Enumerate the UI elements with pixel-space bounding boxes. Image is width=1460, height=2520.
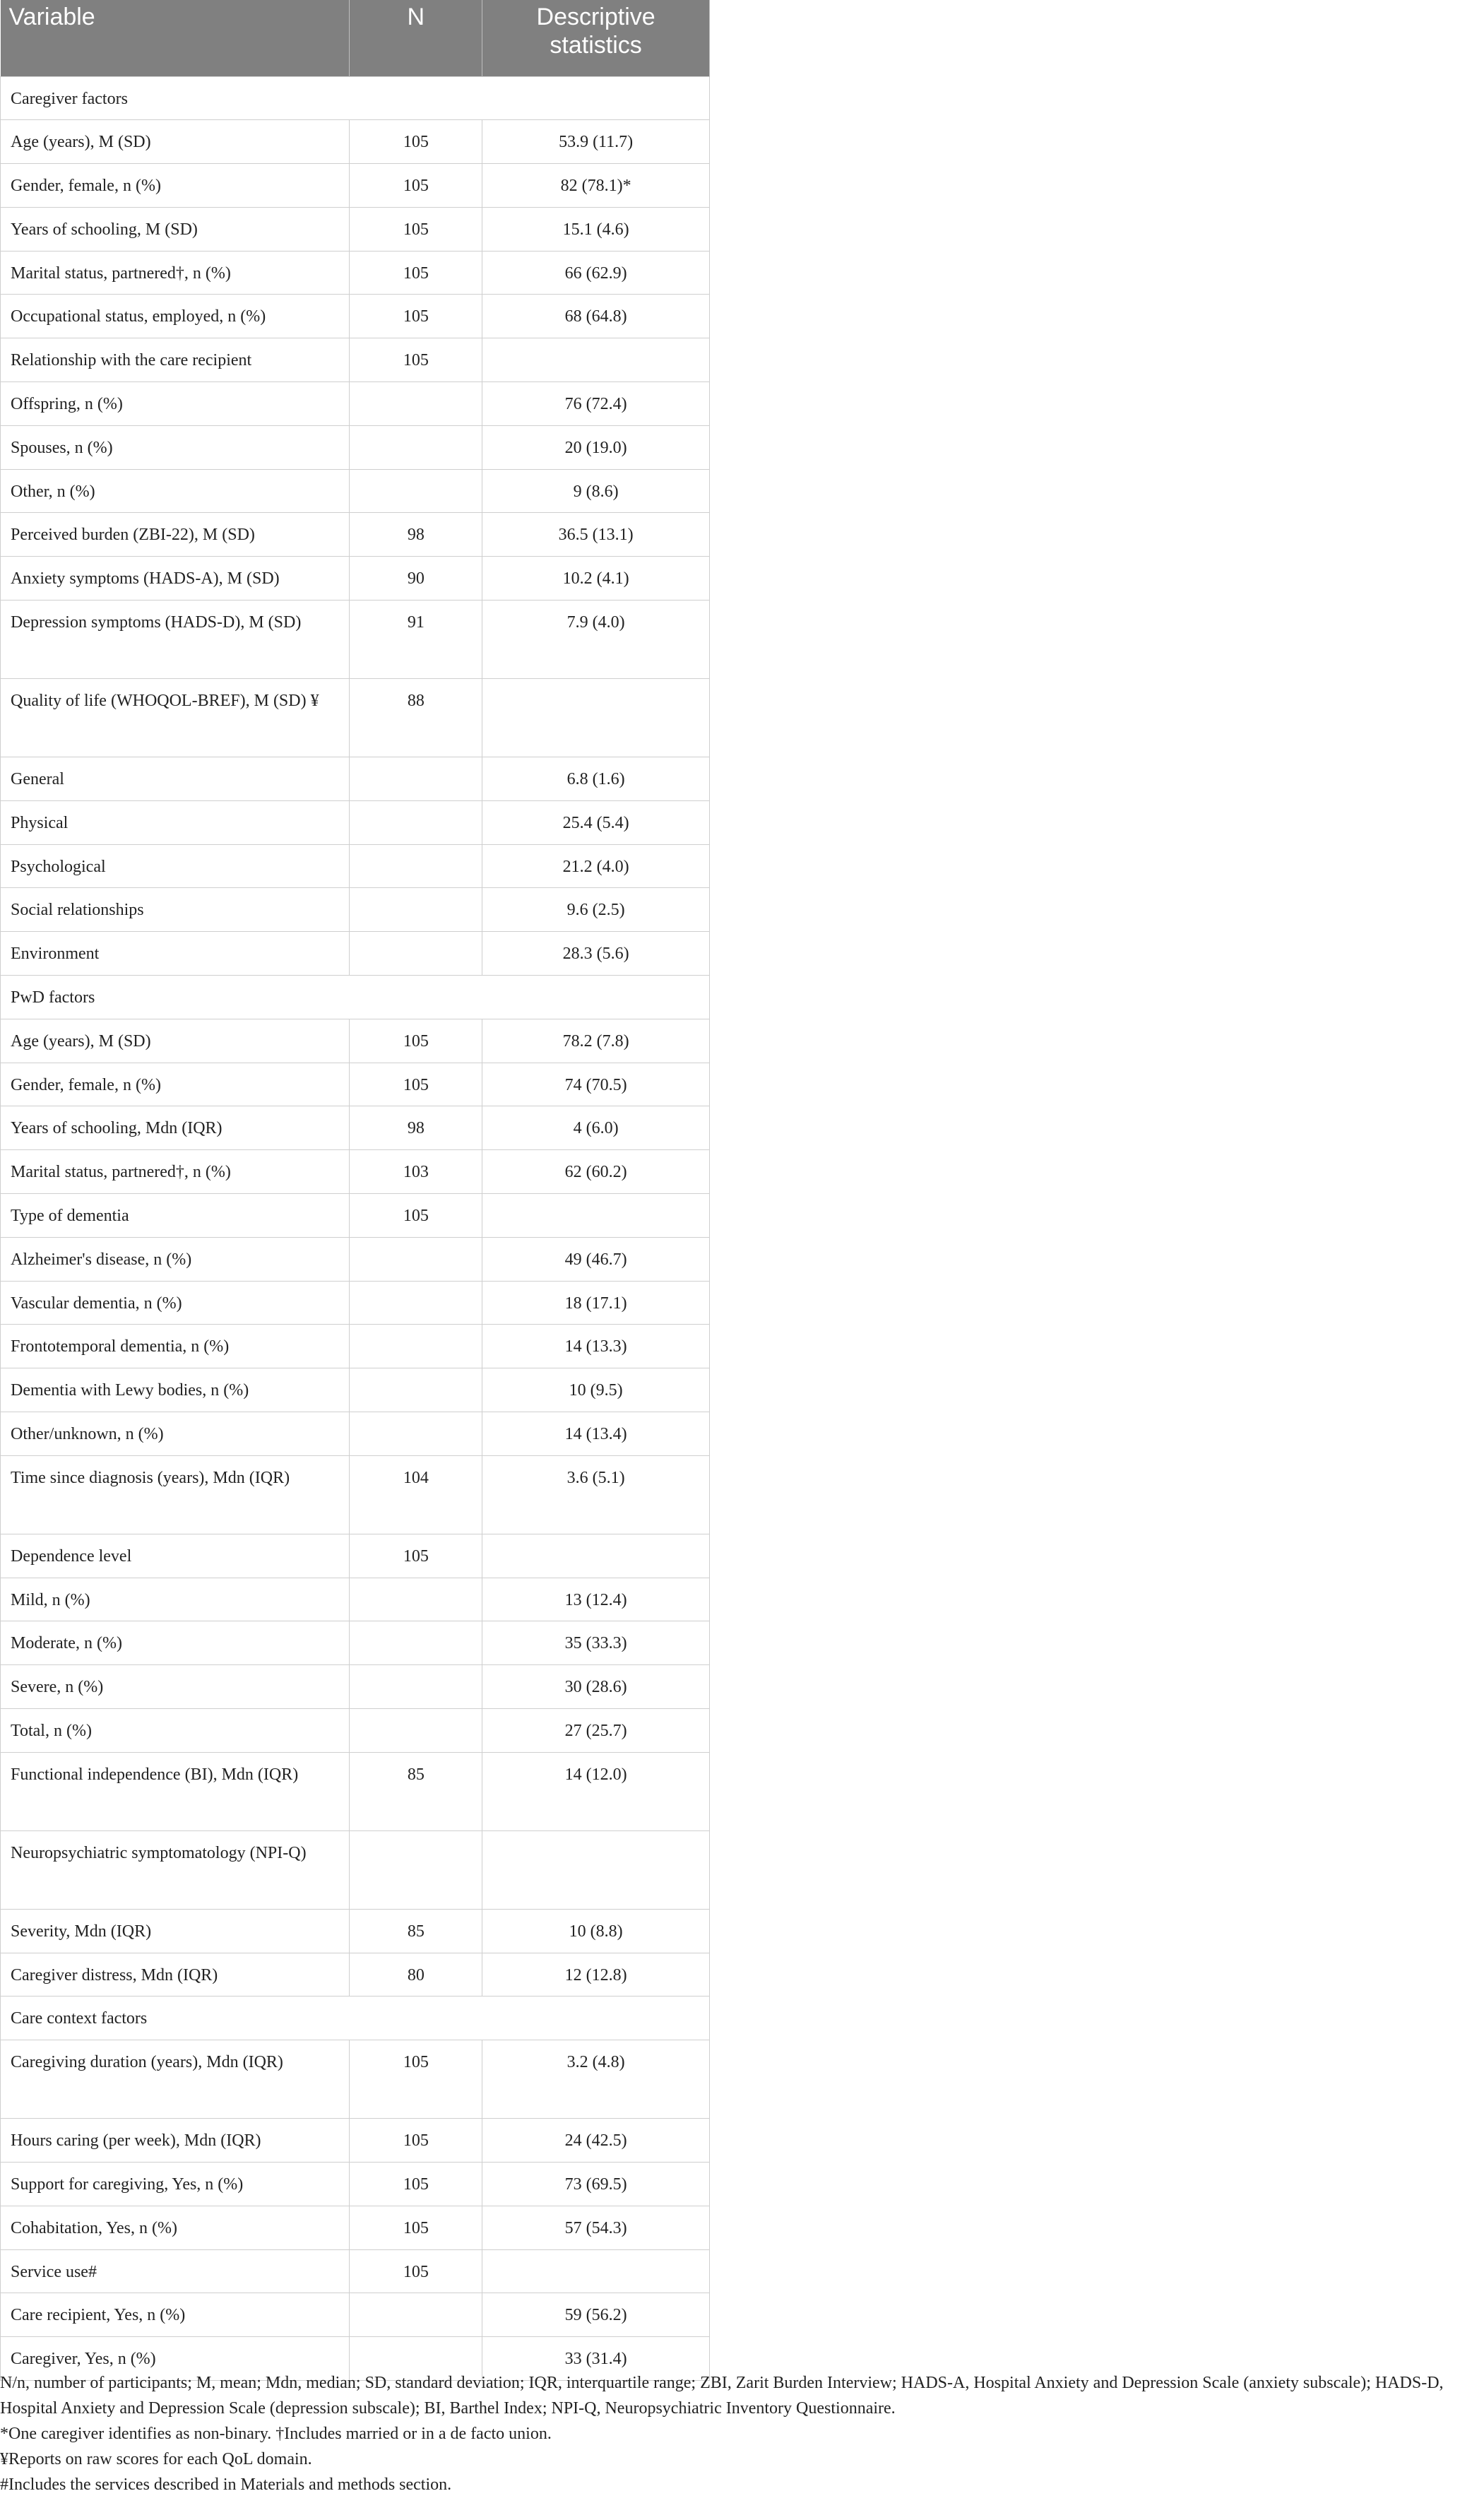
- cell-n: 104: [350, 1455, 482, 1534]
- table-row: [1, 1665, 710, 1709]
- section-title: PwD factors: [1, 976, 710, 1019]
- cell-variable: Other, n (%): [1, 469, 350, 513]
- cell-n: [350, 469, 482, 513]
- table-row: [1, 513, 710, 557]
- cell-n: 91: [350, 601, 482, 679]
- section-title: Care context factors: [1, 1997, 710, 2040]
- table-row: [1, 164, 710, 208]
- cell-n: 105: [350, 1194, 482, 1238]
- table-row: [1, 2119, 710, 2163]
- cell-variable: Occupational status, employed, n (%): [1, 295, 350, 338]
- table-row: [1, 1830, 710, 1909]
- cell-statistic: 18 (17.1): [482, 1281, 710, 1325]
- cell-n: 105: [350, 338, 482, 382]
- cell-n: 105: [350, 251, 482, 295]
- table-row: [1, 2162, 710, 2206]
- cell-statistic: 33 (31.4): [482, 2337, 710, 2381]
- cell-statistic: 9 (8.6): [482, 469, 710, 513]
- table-row: [1, 888, 710, 932]
- cell-n: [350, 425, 482, 469]
- cell-n: [350, 1237, 482, 1281]
- cell-n: [350, 2293, 482, 2337]
- cell-statistic: 59 (56.2): [482, 2293, 710, 2337]
- cell-variable: Marital status, partnered†, n (%): [1, 1150, 350, 1194]
- cell-variable: Marital status, partnered†, n (%): [1, 251, 350, 295]
- table-row: [1, 2249, 710, 2293]
- cell-statistic: 73 (69.5): [482, 2162, 710, 2206]
- table-row: [1, 1709, 710, 1753]
- cell-n: 85: [350, 1909, 482, 1953]
- cell-variable: Years of schooling, M (SD): [1, 207, 350, 251]
- cell-n: [350, 1325, 482, 1368]
- cell-n: 105: [350, 1534, 482, 1578]
- cell-variable: Relationship with the care recipient: [1, 338, 350, 382]
- cell-variable: General: [1, 757, 350, 801]
- cell-n: [350, 1621, 482, 1665]
- cell-variable: Neuropsychiatric symptomatology (NPI-Q): [1, 1830, 350, 1909]
- cell-n: [350, 1281, 482, 1325]
- cell-variable: Dependence level: [1, 1534, 350, 1578]
- cell-n: [350, 888, 482, 932]
- table-row: [1, 425, 710, 469]
- section-row: [1, 1997, 710, 2040]
- cell-variable: Mild, n (%): [1, 1578, 350, 1621]
- cell-statistic: 14 (12.0): [482, 1752, 710, 1830]
- cell-variable: Quality of life (WHOQOL-BREF), M (SD) ¥: [1, 679, 350, 757]
- cell-variable: Severity, Mdn (IQR): [1, 1909, 350, 1953]
- table-row: [1, 1106, 710, 1150]
- cell-statistic: 13 (12.4): [482, 1578, 710, 1621]
- cell-variable: Total, n (%): [1, 1709, 350, 1753]
- cell-variable: Hours caring (per week), Mdn (IQR): [1, 2119, 350, 2163]
- table-row: [1, 932, 710, 976]
- table-row: [1, 1534, 710, 1578]
- cell-variable: Environment: [1, 932, 350, 976]
- table-row: [1, 251, 710, 295]
- cell-statistic: 35 (33.3): [482, 1621, 710, 1665]
- cell-n: [350, 1368, 482, 1412]
- cell-statistic: 21.2 (4.0): [482, 844, 710, 888]
- cell-statistic: 66 (62.9): [482, 251, 710, 295]
- cell-statistic: [482, 1830, 710, 1909]
- header-descriptive-statistics: Descriptive statistics: [482, 0, 710, 76]
- cell-variable: Age (years), M (SD): [1, 1019, 350, 1063]
- cell-variable: Spouses, n (%): [1, 425, 350, 469]
- cell-statistic: 7.9 (4.0): [482, 601, 710, 679]
- table-row: [1, 207, 710, 251]
- section-row: [1, 76, 710, 120]
- cell-n: [350, 1830, 482, 1909]
- header-variable: Variable: [1, 0, 350, 76]
- cell-statistic: 3.2 (4.8): [482, 2040, 710, 2119]
- table-row: [1, 1412, 710, 1456]
- table-row: [1, 1909, 710, 1953]
- footnote-qol: ¥Reports on raw scores for each QoL domain.: [0, 2450, 312, 2468]
- table-row: [1, 338, 710, 382]
- cell-n: [350, 932, 482, 976]
- table-row: [1, 382, 710, 426]
- descriptive-statistics-table: [0, 0, 710, 2381]
- cell-variable: Offspring, n (%): [1, 382, 350, 426]
- cell-variable: Moderate, n (%): [1, 1621, 350, 1665]
- table-row: [1, 557, 710, 601]
- cell-n: 103: [350, 1150, 482, 1194]
- cell-variable: Support for caregiving, Yes, n (%): [1, 2162, 350, 2206]
- table-row: [1, 1063, 710, 1106]
- cell-statistic: 49 (46.7): [482, 1237, 710, 1281]
- cell-variable: Other/unknown, n (%): [1, 1412, 350, 1456]
- cell-variable: Care recipient, Yes, n (%): [1, 2293, 350, 2337]
- cell-variable: Time since diagnosis (years), Mdn (IQR): [1, 1455, 350, 1534]
- cell-variable: Caregiver distress, Mdn (IQR): [1, 1953, 350, 1997]
- cell-variable: Anxiety symptoms (HADS-A), M (SD): [1, 557, 350, 601]
- table-footnotes: [0, 2370, 1455, 2497]
- cell-variable: Caregiver, Yes, n (%): [1, 2337, 350, 2381]
- table-row: [1, 1237, 710, 1281]
- table-row: [1, 2040, 710, 2119]
- table-body: [1, 76, 710, 2380]
- cell-n: [350, 844, 482, 888]
- cell-statistic: 82 (78.1)*: [482, 164, 710, 208]
- table-row: [1, 1752, 710, 1830]
- cell-statistic: 27 (25.7): [482, 1709, 710, 1753]
- cell-variable: Dementia with Lewy bodies, n (%): [1, 1368, 350, 1412]
- table-row: [1, 679, 710, 757]
- section-title: Caregiver factors: [1, 76, 710, 120]
- cell-variable: Age (years), M (SD): [1, 120, 350, 164]
- cell-n: 105: [350, 2249, 482, 2293]
- cell-statistic: 10 (8.8): [482, 1909, 710, 1953]
- cell-n: 98: [350, 1106, 482, 1150]
- cell-statistic: [482, 1534, 710, 1578]
- table-row: [1, 1455, 710, 1534]
- footnote-abbreviations: N/n, number of participants; M, mean; Mdn, median; SD, standard deviation; IQR, interquartile range; ZBI, Zarit Burden Interview; HADS-A, Hospital Anxiety and Depression Scale (anxiety subscale); HADS-D, Hospital Anxiety and Depression Scale (depression subscale); BI, Barthel Index; NPI-Q, Neuropsychiatric Inventory Questionnaire.: [0, 2374, 1444, 2418]
- cell-n: 105: [350, 1019, 482, 1063]
- cell-statistic: 12 (12.8): [482, 1953, 710, 1997]
- cell-variable: Physical: [1, 800, 350, 844]
- cell-variable: Depression symptoms (HADS-D), M (SD): [1, 601, 350, 679]
- cell-statistic: 74 (70.5): [482, 1063, 710, 1106]
- table-row: [1, 469, 710, 513]
- table-row: [1, 1150, 710, 1194]
- cell-statistic: [482, 338, 710, 382]
- cell-n: 105: [350, 120, 482, 164]
- table-row: [1, 1325, 710, 1368]
- cell-n: 80: [350, 1953, 482, 1997]
- table-row: [1, 1019, 710, 1063]
- cell-statistic: 14 (13.3): [482, 1325, 710, 1368]
- table-row: [1, 295, 710, 338]
- cell-variable: Functional independence (BI), Mdn (IQR): [1, 1752, 350, 1830]
- cell-statistic: 20 (19.0): [482, 425, 710, 469]
- cell-n: 105: [350, 2119, 482, 2163]
- table-row: [1, 1281, 710, 1325]
- cell-variable: Caregiving duration (years), Mdn (IQR): [1, 2040, 350, 2119]
- cell-n: 105: [350, 1063, 482, 1106]
- cell-variable: Psychological: [1, 844, 350, 888]
- cell-statistic: 25.4 (5.4): [482, 800, 710, 844]
- table-row: [1, 1578, 710, 1621]
- cell-statistic: [482, 2249, 710, 2293]
- cell-statistic: 62 (60.2): [482, 1150, 710, 1194]
- cell-variable: Service use#: [1, 2249, 350, 2293]
- cell-n: 105: [350, 2162, 482, 2206]
- cell-statistic: 30 (28.6): [482, 1665, 710, 1709]
- cell-n: 90: [350, 557, 482, 601]
- cell-statistic: 24 (42.5): [482, 2119, 710, 2163]
- table-header-row: [1, 0, 710, 76]
- cell-statistic: 57 (54.3): [482, 2206, 710, 2249]
- cell-statistic: 10 (9.5): [482, 1368, 710, 1412]
- cell-variable: Alzheimer's disease, n (%): [1, 1237, 350, 1281]
- cell-statistic: 68 (64.8): [482, 295, 710, 338]
- cell-statistic: [482, 679, 710, 757]
- cell-n: [350, 757, 482, 801]
- cell-n: 98: [350, 513, 482, 557]
- cell-statistic: 4 (6.0): [482, 1106, 710, 1150]
- table-row: [1, 1621, 710, 1665]
- cell-variable: Frontotemporal dementia, n (%): [1, 1325, 350, 1368]
- cell-statistic: 9.6 (2.5): [482, 888, 710, 932]
- cell-statistic: 10.2 (4.1): [482, 557, 710, 601]
- section-row: [1, 976, 710, 1019]
- footnote-gender-marital: *One caregiver identifies as non-binary. †Includes married or in a de facto union.: [0, 2425, 552, 2443]
- header-n: N: [350, 0, 482, 76]
- table-row: [1, 1953, 710, 1997]
- cell-n: 85: [350, 1752, 482, 1830]
- cell-statistic: 36.5 (13.1): [482, 513, 710, 557]
- table-row: [1, 2206, 710, 2249]
- cell-statistic: 14 (13.4): [482, 1412, 710, 1456]
- cell-statistic: 15.1 (4.6): [482, 207, 710, 251]
- cell-variable: Gender, female, n (%): [1, 164, 350, 208]
- table-row: [1, 1194, 710, 1238]
- cell-n: 105: [350, 2040, 482, 2119]
- cell-n: 105: [350, 207, 482, 251]
- footnote-services: #Includes the services described in Materials and methods section.: [0, 2475, 452, 2494]
- cell-n: [350, 1665, 482, 1709]
- cell-variable: Years of schooling, Mdn (IQR): [1, 1106, 350, 1150]
- cell-n: 105: [350, 295, 482, 338]
- cell-n: 105: [350, 2206, 482, 2249]
- table-row: [1, 844, 710, 888]
- cell-statistic: 3.6 (5.1): [482, 1455, 710, 1534]
- table-row: [1, 757, 710, 801]
- cell-variable: Gender, female, n (%): [1, 1063, 350, 1106]
- cell-n: 88: [350, 679, 482, 757]
- cell-statistic: 53.9 (11.7): [482, 120, 710, 164]
- cell-statistic: 78.2 (7.8): [482, 1019, 710, 1063]
- cell-variable: Vascular dementia, n (%): [1, 1281, 350, 1325]
- cell-variable: Social relationships: [1, 888, 350, 932]
- cell-n: [350, 1578, 482, 1621]
- table-row: [1, 800, 710, 844]
- cell-n: [350, 1709, 482, 1753]
- cell-variable: Type of dementia: [1, 1194, 350, 1238]
- cell-variable: Severe, n (%): [1, 1665, 350, 1709]
- cell-variable: Perceived burden (ZBI-22), M (SD): [1, 513, 350, 557]
- cell-n: [350, 382, 482, 426]
- table-row: [1, 1368, 710, 1412]
- cell-n: [350, 800, 482, 844]
- cell-statistic: 76 (72.4): [482, 382, 710, 426]
- table-row: [1, 2293, 710, 2337]
- cell-n: [350, 1412, 482, 1456]
- table-row: [1, 601, 710, 679]
- cell-statistic: 6.8 (1.6): [482, 757, 710, 801]
- cell-n: 105: [350, 164, 482, 208]
- cell-statistic: [482, 1194, 710, 1238]
- cell-variable: Cohabitation, Yes, n (%): [1, 2206, 350, 2249]
- cell-statistic: 28.3 (5.6): [482, 932, 710, 976]
- table-row: [1, 120, 710, 164]
